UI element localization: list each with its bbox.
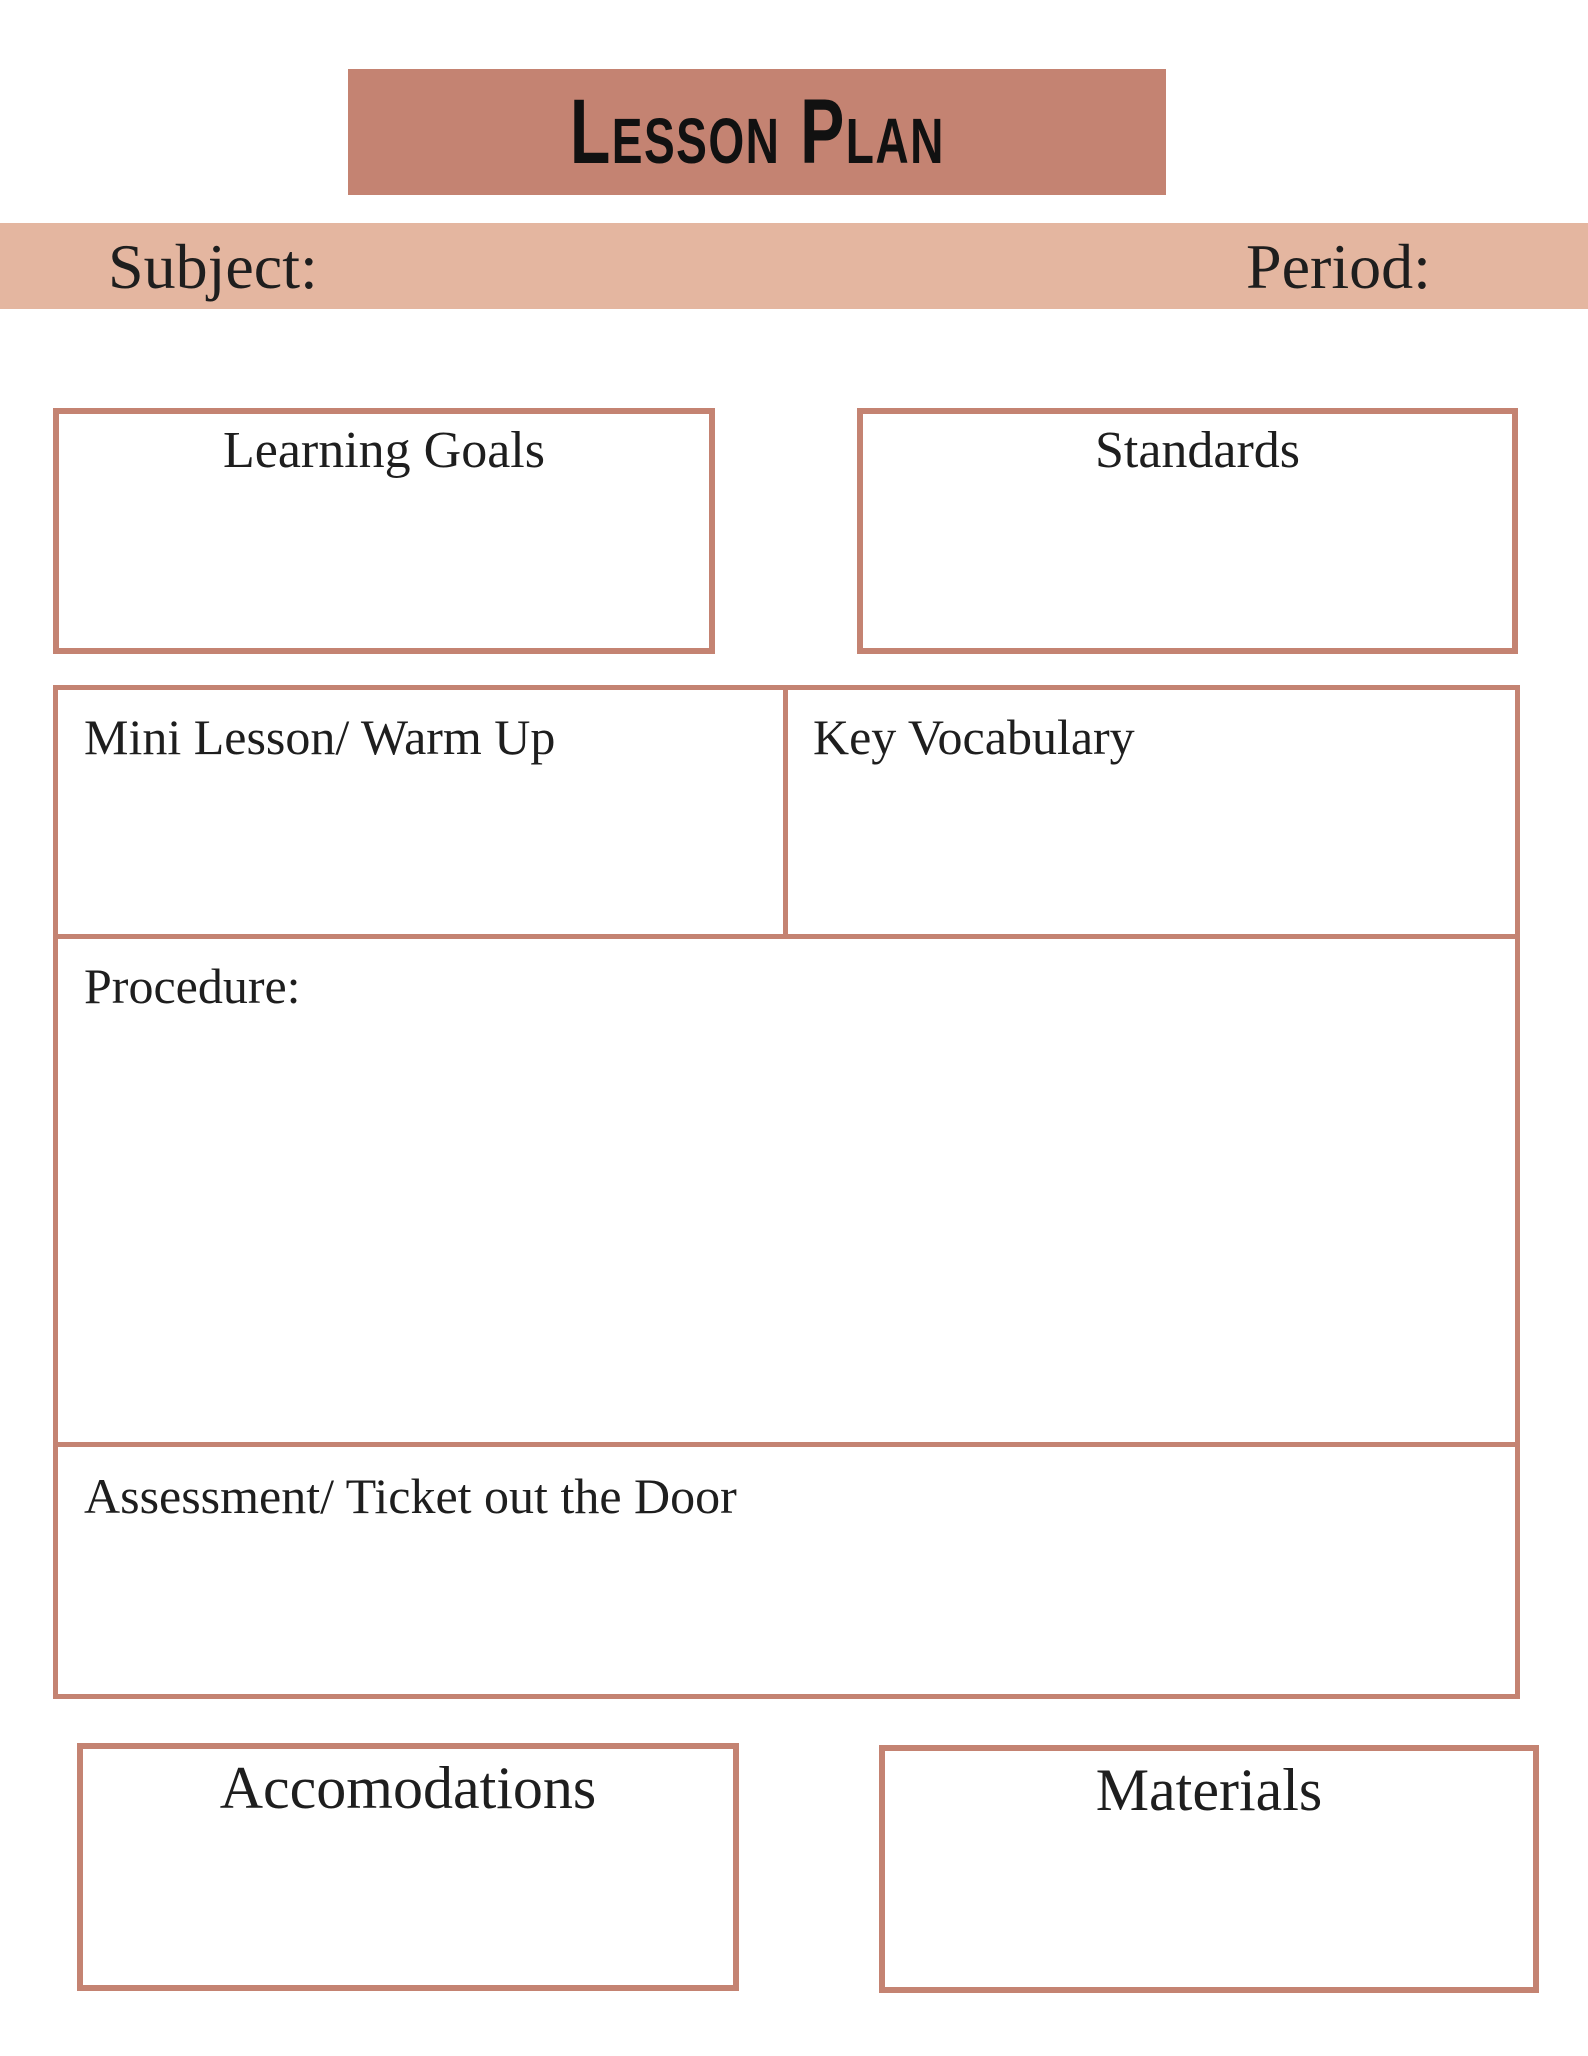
subject-label: Subject: [108,231,318,302]
standards-label: Standards [1094,422,1301,479]
key-vocabulary-label: Key Vocabulary [813,709,1135,765]
standards-box[interactable] [857,408,1518,654]
period-label: Period: [1246,231,1431,302]
procedure-cell[interactable] [58,939,1515,1442]
materials-box[interactable] [879,1745,1539,1993]
title-banner [348,69,1166,195]
learning-goals-label: Learning Goals [222,422,545,479]
accomodations-label: Accomodations [219,1755,597,1821]
mini-lesson-label: Mini Lesson/ Warm Up [84,709,556,765]
learning-goals-box[interactable] [53,408,715,654]
materials-label: Materials [1095,1757,1323,1823]
assessment-label: Assessment/ Ticket out the Door [84,1468,737,1524]
page-title: Lesson Plan [569,81,945,183]
assessment-cell[interactable] [58,1447,1515,1694]
mini-lesson-cell[interactable] [58,690,783,934]
procedure-label: Procedure: [84,958,301,1014]
subject-period-band [0,223,1588,309]
accomodations-box[interactable] [77,1743,739,1991]
key-vocabulary-cell[interactable] [788,690,1515,934]
